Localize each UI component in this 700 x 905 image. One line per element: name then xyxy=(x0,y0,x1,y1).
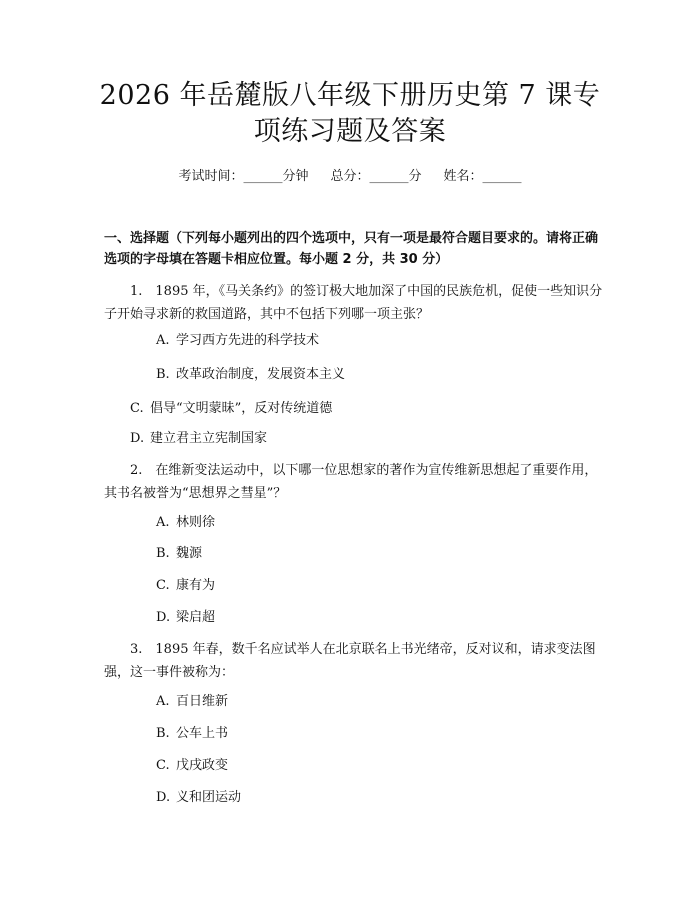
option-text: 学习西方先进的科学技术 xyxy=(176,333,320,348)
question-1-option-d xyxy=(130,429,267,449)
question-2-option-b xyxy=(156,544,202,564)
option-letter: D. xyxy=(156,790,171,805)
total-score-unit: 分 xyxy=(408,169,422,184)
question-3-stem: 3. 1895 年春，数千名应试举人在北京联名上书光绪帝，反对议和，请求变法图强，这一事件被称为： xyxy=(104,642,596,680)
option-text: 百日维新 xyxy=(176,694,229,709)
option-letter: A. xyxy=(156,333,170,348)
question-2-stem: 2. 在维新变法运动中，以下哪一位思想家的著作为宣传维新思想起了重要作用，其书名被誉为“思想界之彗星”？ xyxy=(104,463,598,501)
question-1-option-b xyxy=(156,365,345,385)
option-text: 建立君主立宪制国家 xyxy=(150,431,268,446)
question-1-option-c xyxy=(130,399,332,419)
option-letter: B. xyxy=(156,546,170,561)
option-letter: C. xyxy=(156,578,170,593)
option-text: 魏源 xyxy=(176,546,203,561)
exam-time-unit: 分钟 xyxy=(282,169,309,184)
question-2-option-d xyxy=(156,608,215,628)
option-letter: D. xyxy=(130,431,145,446)
question-3-option-c xyxy=(156,756,228,776)
name-label: 姓名： xyxy=(443,169,483,184)
total-score-label: 总分： xyxy=(330,169,370,184)
option-letter: D. xyxy=(156,610,171,625)
exam-info-line xyxy=(0,167,700,187)
option-text: 倡导“文明蒙昧”，反对传统道德 xyxy=(150,401,333,416)
option-text: 康有为 xyxy=(176,578,216,593)
option-letter: A. xyxy=(156,694,170,709)
option-text: 改革政治制度，发展资本主义 xyxy=(176,367,346,382)
question-2-option-c xyxy=(156,576,215,596)
exam-time-label: 考试时间： xyxy=(178,169,244,184)
option-letter: B. xyxy=(156,367,170,382)
option-text: 义和团运动 xyxy=(176,790,242,805)
option-letter: C. xyxy=(156,758,170,773)
option-text: 戊戌政变 xyxy=(176,758,229,773)
option-letter: B. xyxy=(156,726,170,741)
question-3-option-d xyxy=(156,788,241,808)
question-1-option-a xyxy=(156,331,319,351)
option-text: 梁启超 xyxy=(176,610,216,625)
exam-time-blank: ______ xyxy=(243,169,283,184)
section-heading: 一、选择题（下列每小题列出的四个选项中，只有一项是最符合题目要求的。请将正确选项的字母填在答题卡相应位置。每小题 2 分，共 30 分） xyxy=(104,231,599,267)
question-3-option-b xyxy=(156,724,228,744)
question-3-option-a xyxy=(156,692,228,712)
option-text: 公车上书 xyxy=(176,726,229,741)
question-1-stem: 1. 1895 年，《马关条约》的签订极大地加深了中国的民族危机，促使一些知识分子开始寻求新的救国道路，其中不包括下列哪一项主张？ xyxy=(104,284,603,322)
name-blank: ______ xyxy=(482,169,522,184)
question-2-option-a xyxy=(156,513,215,533)
option-letter: A. xyxy=(156,515,170,530)
option-text: 林则徐 xyxy=(176,515,216,530)
total-score-blank: ______ xyxy=(369,169,409,184)
document-title: 2026 年岳麓版八年级下册历史第 7 课专项练习题及答案 xyxy=(99,80,601,147)
option-letter: C. xyxy=(130,401,144,416)
